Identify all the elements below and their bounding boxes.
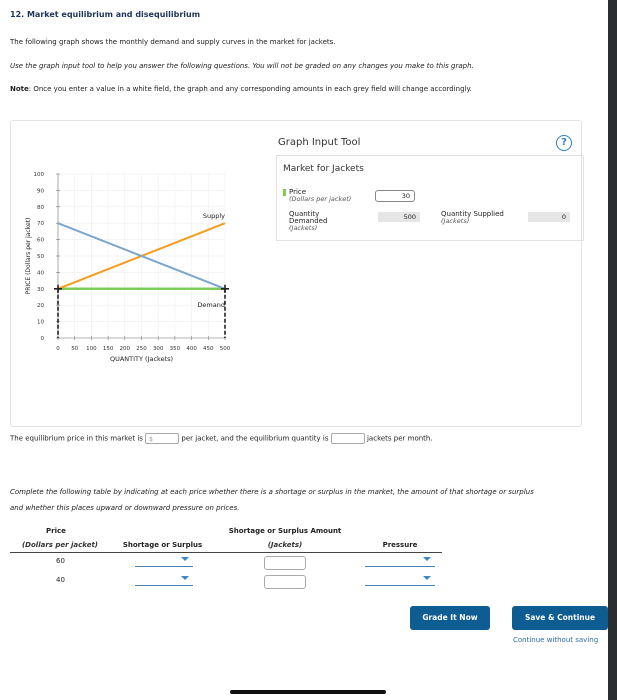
x-axis-label: QUANTITY (Jackets) bbox=[109, 355, 174, 363]
x-tick-label: 150 bbox=[102, 346, 114, 352]
y-tick-label: 60 bbox=[37, 237, 44, 244]
amount-input[interactable] bbox=[264, 575, 306, 589]
x-tick-label: 450 bbox=[203, 346, 214, 352]
row-price: 40 bbox=[56, 576, 65, 584]
amount-input[interactable] bbox=[264, 556, 306, 570]
y-axis-label: PRICE (Dollars per jacket) bbox=[25, 217, 32, 295]
y-tick-label: 30 bbox=[37, 286, 44, 293]
qd-unit: (Jackets) bbox=[289, 224, 318, 232]
table-header-rule bbox=[10, 552, 442, 553]
supply-label: Supply bbox=[202, 212, 225, 221]
qd-label-1: Quantity bbox=[289, 210, 320, 218]
shortage-surplus-dropdown[interactable] bbox=[135, 576, 193, 586]
quantity-supplied-value: 0 bbox=[528, 212, 570, 222]
eq-text-3: jackets per month. bbox=[366, 434, 433, 443]
eq-text-1: The equilibrium price in this market is bbox=[10, 434, 143, 443]
qd-label-2: Demanded bbox=[289, 217, 328, 225]
header-shortage-surplus: Shortage or Surplus bbox=[122, 541, 203, 549]
note-label: Note bbox=[10, 85, 29, 93]
chevron-down-icon bbox=[423, 576, 431, 580]
pressure-dropdown[interactable] bbox=[365, 557, 435, 567]
x-tick-label: 0 bbox=[56, 346, 60, 352]
chevron-down-icon bbox=[181, 557, 189, 561]
continue-without-saving-link[interactable]: Continue without saving bbox=[513, 636, 599, 644]
y-tick-label: 40 bbox=[37, 270, 44, 277]
pressure-dropdown[interactable] bbox=[365, 576, 435, 586]
table-intro-1: Complete the following table by indicating at each price whether there is a shortage or surplus in the market, the amount of that shortage or surplus bbox=[10, 488, 534, 496]
plus-handle-icon bbox=[54, 285, 62, 293]
equilibrium-price-input[interactable]: $ bbox=[145, 433, 179, 444]
chevron-down-icon bbox=[423, 557, 431, 561]
x-tick-label: 500 bbox=[219, 346, 231, 352]
x-tick-label: 300 bbox=[152, 346, 164, 352]
qs-unit: (Jackets) bbox=[441, 217, 470, 225]
supply-demand-chart[interactable] bbox=[10, 160, 250, 380]
help-icon[interactable]: ? bbox=[556, 135, 572, 151]
header-amount-unit: (Jackets) bbox=[267, 541, 303, 549]
instruction-text: Use the graph input tool to help you answer the following questions. You will not be graded on any changes you make to this graph. bbox=[10, 62, 474, 70]
row-price: 60 bbox=[56, 557, 65, 565]
grade-it-now-button[interactable]: Grade It Now bbox=[410, 606, 490, 630]
plus-handle-icon bbox=[221, 285, 229, 293]
x-tick-label: 100 bbox=[86, 346, 97, 352]
y-tick-label: 0 bbox=[40, 336, 44, 342]
x-tick-label: 350 bbox=[169, 346, 181, 352]
y-tick-label: 10 bbox=[37, 319, 44, 326]
header-amount: Shortage or Surplus Amount bbox=[228, 527, 342, 535]
y-tick-label: 70 bbox=[37, 221, 44, 228]
shortage-surplus-dropdown[interactable] bbox=[135, 557, 193, 567]
note-body: : Once you enter a value in a white field, the graph and any corresponding amounts in each grey field will change accordingly. bbox=[28, 85, 472, 93]
graph-input-tool-title: Graph Input Tool bbox=[278, 137, 361, 148]
demand-label: Demand bbox=[197, 300, 225, 309]
y-tick-label: 20 bbox=[37, 303, 44, 310]
header-pressure: Pressure bbox=[382, 541, 418, 549]
table-intro-2: and whether this places upward or downward pressure on prices. bbox=[10, 504, 240, 512]
market-title: Market for Jackets bbox=[283, 164, 364, 174]
home-indicator bbox=[230, 690, 386, 694]
x-tick-label: 250 bbox=[136, 346, 147, 352]
quantity-demanded-value: 500 bbox=[378, 212, 420, 222]
x-tick-label: 50 bbox=[71, 346, 79, 352]
header-price: Price bbox=[46, 527, 66, 535]
equilibrium-question bbox=[10, 433, 433, 444]
price-label: Price bbox=[289, 188, 307, 196]
equilibrium-quantity-input[interactable] bbox=[331, 433, 365, 444]
price-color-marker bbox=[283, 189, 286, 196]
chevron-down-icon bbox=[181, 576, 189, 580]
qs-label: Quantity Supplied bbox=[441, 210, 504, 218]
y-tick-label: 50 bbox=[37, 254, 44, 260]
header-price-unit: (Dollars per jacket) bbox=[21, 541, 98, 549]
y-tick-label: 90 bbox=[37, 188, 44, 195]
eq-text-2: per jacket, and the equilibrium quantity is bbox=[181, 434, 329, 443]
save-continue-button[interactable]: Save & Continue bbox=[512, 606, 608, 630]
price-input[interactable]: 30 bbox=[375, 190, 415, 202]
question-title: 12. Market equilibrium and disequilibrium bbox=[10, 10, 201, 19]
note-text bbox=[10, 85, 472, 93]
x-tick-label: 200 bbox=[119, 346, 131, 352]
x-tick-label: 400 bbox=[186, 346, 197, 352]
price-unit: (Dollars per jacket) bbox=[289, 195, 352, 203]
window-edge bbox=[608, 0, 617, 700]
y-tick-label: 80 bbox=[37, 204, 44, 211]
y-tick-label: 100 bbox=[33, 172, 44, 178]
intro-text: The following graph shows the monthly demand and supply curves in the market for jackets. bbox=[10, 38, 336, 46]
